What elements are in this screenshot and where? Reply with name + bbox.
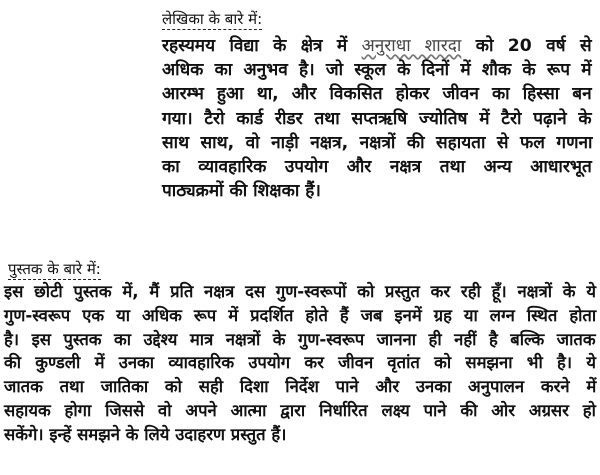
author-line-4: गया। टैरो कार्ड रीडर तथा सप्तऋषि ज्योतिष में टैरो पढ़ाने के — [162, 108, 592, 129]
book-section-heading — [8, 260, 101, 278]
author-line-2: अधिक का अनुभव है। जो स्कूल के दिनों में शौक के रूप में — [162, 60, 592, 81]
book-line-6: सहायक होगा जिससे वो अपने आत्मा द्वारा निर्धारित लक्ष्य पाने की ओर अग्रसर हो — [4, 400, 596, 420]
book-line-7: सकेंगे। इन्हें समझने के लिये उदाहरण प्रस्तुत हैं। — [4, 424, 287, 444]
author-line-1 — [162, 34, 592, 58]
author-line-5: साथ साथ, वो नाड़ी नक्षत्र, नक्षत्रों की सहायता से फल गणना — [162, 132, 593, 153]
author-name: अनुराधा शारदा — [361, 36, 462, 56]
author-line-3: आरम्भ हुआ था, और विकसित होकर जीवन का हिस्सा बन — [162, 84, 592, 105]
book-line-3: है। इस पुस्तक का उद्देश्य मात्र नक्षत्रों के गुण-स्वरूप जानना ही नहीं है बल्कि जातक — [4, 329, 596, 349]
author-line-7: पाठ्यक्रमों की शिक्षका हैं। — [162, 181, 321, 202]
book-line-5: जातक तथा जातिका को सही दिशा निर्देश पाने और उनका अनुपालन करने में — [4, 377, 597, 397]
book-heading-text: पुस्तक के बारे में: — [8, 260, 101, 278]
author-line-6: का व्यावहारिक उपयोग और नक्षत्र तथा अन्य आधारभूत — [162, 157, 592, 178]
book-line-4: की कुण्डली में उनका व्यावहारिक उपयोग कर जीवन वृतांत को समझना भी है। ये — [4, 353, 596, 373]
author-heading-text: लेखिका के बारे में: — [162, 10, 263, 28]
book-line-1: इस छोटी पुस्तक में, मैं प्रति नक्षत्र दस गुण-स्वरूपों को प्रस्तुत कर रही हूँ। नक्षत्रों के ये — [4, 282, 596, 301]
book-line-2: गुण-स्वरूप एक या अधिक रूप में प्रदर्शित होते हैं जब इनमें ग्रह या लग्न स्थित होता — [4, 305, 597, 325]
author-section-heading — [162, 10, 262, 28]
author-line-1-part-3: को 20 वर्ष से — [461, 36, 592, 56]
author-paragraph — [162, 34, 592, 203]
author-line-1-part-1: रहस्यमय विद्या के क्षेत्र में — [162, 36, 362, 56]
book-paragraph — [4, 280, 596, 447]
